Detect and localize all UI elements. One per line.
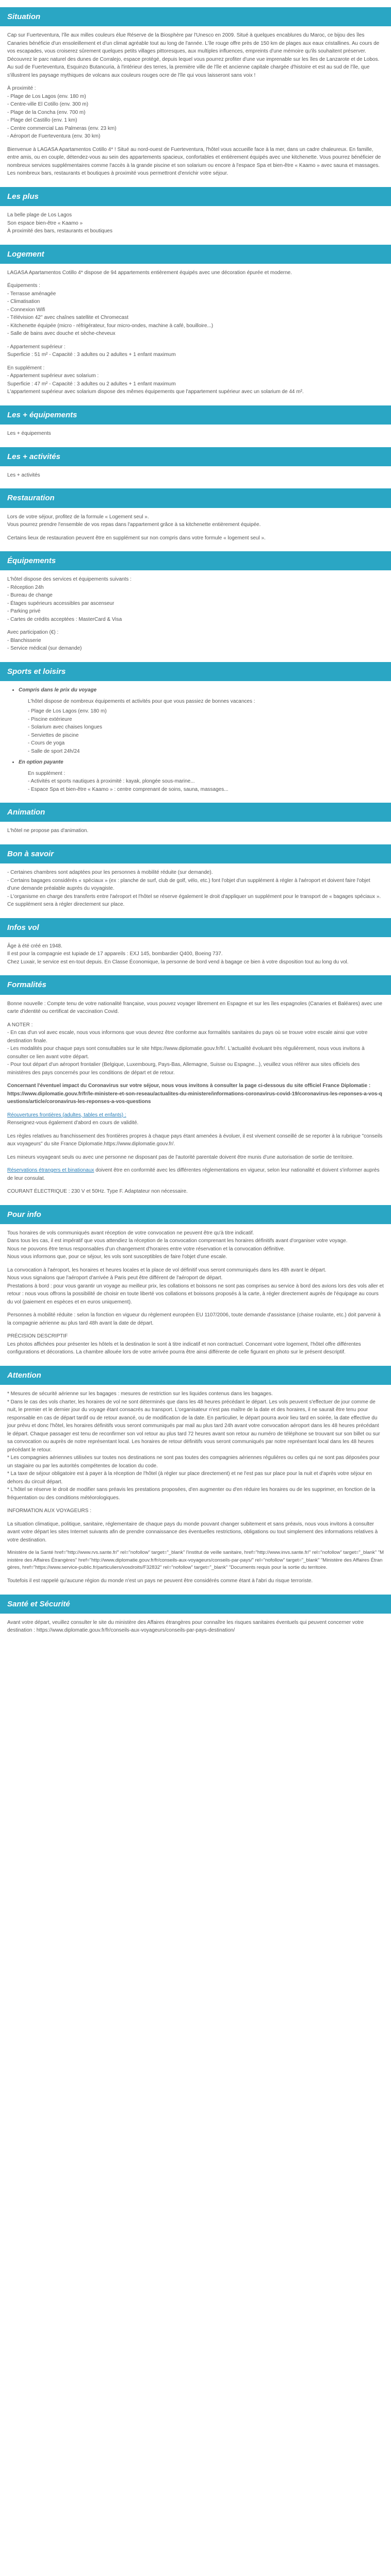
section-title-bon-a-savoir: Bon à savoir <box>0 844 391 863</box>
equipements-item: - Étages supérieurs accessibles par ascenseur <box>7 600 115 606</box>
formalites-special <box>7 1166 384 1182</box>
section-body-equipements <box>0 575 391 653</box>
formalites-special-text: doivent être en conformité avec les différentes réglementations en vigueur, selon leur nationalité et doivent s'informer auprès de leur consulat. <box>7 1167 380 1181</box>
infos-vol-para: Chez Luxair, le service est en-tout depuis. En Classe Économique, la personne de bord vend à bagage ce bien à votre disposition tout au long du vol. <box>7 959 349 965</box>
sports-free-item: - Plage de Los Lagos (env. 180 m) <box>28 707 384 716</box>
equip-item: - Climatisation <box>7 299 40 305</box>
formalites-minors-text: Les mineurs voyageant seuls ou avec une personne ne disposant pas de l'autorité parentale doivent être munis d'une autorisation de sortie de territoire. <box>7 1154 354 1160</box>
infos-vol-para: Il est pour la compagnie est Iupiade de 17 appareils : EXJ 145, bombardier Q400, Boeing 737. <box>7 951 223 957</box>
section-title-infos-vol: Infos vol <box>0 918 391 937</box>
logement-intro: LAGASA Apartamentos Cotillo 4* dispose de 94 appartements entièrement équipés avec une décoration épurée et moderne. <box>7 269 292 276</box>
formalites-covid-text: Concernant l'éventuel impact du Coronavirus sur votre séjour, nous vous invitons à consulter la page ci-dessous du site officiel France Diplomatie : <box>7 1083 371 1089</box>
sante-text: Avant votre départ, veuillez consulter le site du ministère des Affaires étrangères pour connaître les risques sanitaires éventuels qui peuvent concerner votre destination : https://www.diplomatie.gouv.fr/fr/conseils-aux-voyageurs/conseils-par-pays-destination/ <box>7 1619 364 1634</box>
sports-free-item: - Cours de yoga <box>28 739 384 748</box>
formalites-covid-link[interactable]: https://www.diplomatie.gouv.fr/fr/le-ministere-et-son-reseau/actualites-du-ministere/informations-coronavirus-covid-19/coronavirus-les-reponses-a-vos-questions/article/coronavirus-les-reponses-a-vos-questions <box>7 1091 382 1105</box>
equipements-paid-item: - Blanchisserie <box>7 637 41 643</box>
pour-info-para: Nous ne pouvons être tenus responsables d'un changement d'horaires entre votre réservation et la convocation définitive. <box>7 1246 285 1252</box>
section-body-sante <box>0 1619 391 1635</box>
proximity-item: - Aéroport de Fuerteventura (env. 30 km) <box>7 133 101 140</box>
supplement-item: - Appartement supérieur avec solarium : <box>7 373 99 379</box>
sports-free-items <box>28 707 384 755</box>
restauration-para: Vous pourrez prendre l'ensemble de vos repas dans l'appartement grâce à sa kitchenette entièrement équipée. <box>7 522 261 528</box>
section-body-plus <box>0 211 391 235</box>
section-title-activites-plus: Les + activités <box>0 447 391 466</box>
section-body-animation <box>0 827 391 835</box>
pour-info-para: Dans tous les cas, il est impératif que vous attendiez la réception de la convocation comprenant les horaires définitifs avant d'organiser votre voyage. <box>7 1238 348 1244</box>
formalites-note-item: - En cas d'un vol avec escale, nous vous informons que vous devrez être conforme aux formalités sanitaires du pays où se trouve votre escale ainsi que votre destination finale. <box>7 1030 368 1044</box>
attention-item: * Mesures de sécurité aérienne sur les bagages : mesures de restriction sur les liquides contenus dans les bagages. <box>7 1391 273 1397</box>
proximity-item: - Plage del Castillo (env. 1 km) <box>7 117 77 124</box>
pour-info-para: La convocation à l'aéroport, les horaires et heures locales et la place de vol définitif vous seront communiqués dans les 48h avant le départ. <box>7 1267 327 1273</box>
formalites-reopen-label[interactable]: Réouvertures frontières (adultes, tables et enfants) : <box>7 1112 126 1118</box>
sports-free-list <box>19 686 384 694</box>
equipements-intro: L'hôtel dispose des services et équipements suivants : <box>7 577 132 583</box>
sports-free-desc: L'hôtel dispose de nombreux équipements et activités pour que vous passiez de bonnes vacances : <box>28 698 255 704</box>
section-title-restauration: Restauration <box>0 488 391 507</box>
equipements-item: - Bureau de change <box>7 592 53 599</box>
precision-label: PRÉCISION DESCRIPTIF <box>7 1333 68 1340</box>
equip-item: - Connexion Wifi <box>7 307 45 313</box>
pour-info-para: Personnes à mobilité réduite : selon la fonction en vigueur du règlement européen EU 1107/2006, toute demande d'assistance (chaise roulante, etc.) doit parvenir à la compagnie aérienne au plus tard 48h avant la date de départ. <box>7 1312 381 1326</box>
sports-free-item: - Salle de sport 24h/24 <box>28 748 384 756</box>
equipements-paid-label: Avec participation (€) : <box>7 630 59 636</box>
supplement-label: En supplément : <box>7 365 45 371</box>
formalites-rules-text: Les règles relatives au franchissement des frontières propres à chaque pays étant amenées à évoluer, il est vivement conseillé de se reporter à la rubrique "conseils aux voyageurs" du site France Diplomatie.https://www.diplomatie.gouv.fr/. <box>7 1133 383 1147</box>
section-title-equipements-plus: Les + équipements <box>0 405 391 425</box>
section-title-animation: Animation <box>0 803 391 822</box>
formalites-note-item: - Pour tout départ d'un aéroport frontalier (Belgique, Luxembourg, Pays-Bas, Allemagne, Suisse ou Espagne...), veuillez vous référer aux sites officiels des ministères des pays concernés pour les conditions de départ et de retour. <box>7 1062 360 1076</box>
page <box>0 7 391 1645</box>
formalites-special-label[interactable]: Réservations étrangers et binationaux <box>7 1167 94 1173</box>
section-body-equipements-plus <box>0 430 391 438</box>
bon-a-savoir-item: - Certains bagages considérés « spéciaux » (ex : planche de surf, club de golf, vélo, etc.) font l'objet d'un supplément à régler à l'aéroport et doivent faire l'objet d'une demande préalable auprès du voyagiste. <box>7 877 370 891</box>
bon-a-savoir-item: - Certaines chambres sont adaptées pour les personnes à mobilité réduite (sur demande). <box>7 870 213 875</box>
pour-info-para: Prestations à bord : pour vous garantir un voyage au meilleur prix, les collations et boissons ne sont pas comprises au service à bord des avions lors des vols aller et retour : nous vous offrons la possibilité de choisir en toute liberté vos collations et boissons proposés à la carte, à régler directement auprès de l'équipage au cours du vol (paiement en espèces et en euros uniquement). <box>7 1283 384 1305</box>
supplement-item: L'appartement supérieur avec solarium dispose des mêmes équipements que l'appartement supérieur avec un solarium de 44 m². <box>7 389 304 395</box>
precision-text: Les photos affichées pour présenter les hôtels et la destination le sont à titre indicatif et non contractuel. Concernant votre logement, l'hôtel offre différentes configurations et décorations. La chambre allouée lors de votre arrivée pourra être ainsi différente de celle figurant en photo sur le présent descriptif. <box>7 1341 361 1355</box>
section-title-formalites: Formalités <box>0 975 391 994</box>
equipements-item: - Cartes de crédits acceptées : MasterCard & Visa <box>7 616 122 622</box>
section-title-plus: Les plus <box>0 187 391 206</box>
sports-paid-item: - Activités et sports nautiques à proximité : kayak, plongée sous-marine... <box>28 778 195 784</box>
standard-room-label: - Appartement supérieur : <box>7 344 66 350</box>
plus-item: La belle plage de Los Lagos <box>7 212 72 218</box>
sports-paid-intro: En supplément : <box>28 770 66 776</box>
plus-item: À proximité des bars, restaurants et boutiques <box>7 228 112 234</box>
pour-info-para: Nous vous informons que, pour ce séjour, les vols sont susceptibles de faire l'objet d'une escale. <box>7 1254 227 1260</box>
section-title-sante: Santé et Sécurité <box>0 1595 391 1614</box>
bon-a-savoir-item: - L'organisme en charge des transferts entre l'aéroport et l'hôtel se réserve également le droit d'appliquer un supplément pour le transport de « bagages spéciaux ». Ce supplément sera à régler directement sur place. <box>7 893 381 907</box>
pour-info-para: Tous horaires de vols communiqués avant réception de votre convocation ne peuvent être qu'à titre indicatif. <box>7 1230 254 1236</box>
sports-paid-item: - Espace Spa et bien-être « Kaamo » : centre comprenant de soins, sauna, massages... <box>28 786 229 792</box>
section-body-attention <box>0 1390 391 1585</box>
section-title-situation: Situation <box>0 7 391 26</box>
section-title-equipements: Équipements <box>0 551 391 570</box>
equip-item: - Télévision 42'' avec chaînes satellite et Chromecast <box>7 315 128 321</box>
equip-item: - Kitchenette équipée (micro - réfrigérateur, four micro-ondes, machine à café, bouilloire...) <box>7 323 214 329</box>
equip-item: - Terrasse aménagée <box>7 291 56 297</box>
section-body-logement <box>0 269 391 396</box>
equipements-paid-item: - Service médical (sur demande) <box>7 646 82 652</box>
pour-info-para: Nous vous signalons que l'aéroport d'arrivée à Paris peut être différent de l'aéroport de départ. <box>7 1275 223 1281</box>
attention-info-text: La situation climatique, politique, sanitaire, réglementaire de chaque pays du monde pouvant changer subitement et sans préavis, nous vous invitons à consulter avant votre départ les sites Internet suivants afin de prendre connaissance des éventuelles restrictions, obligations ou tout simplement des informations relatives à votre destination. <box>7 1521 378 1543</box>
sports-paid-list <box>19 758 384 767</box>
infos-vol-para: Âge à été créé en 1948. <box>7 943 62 949</box>
section-title-pour-info: Pour info <box>0 1205 391 1224</box>
attention-final-text: Toutefois il est rappelé qu'aucune région du monde n'est un pays ne peuvent être considérés comme étant à l'abri du risque terroriste. <box>7 1578 313 1584</box>
restauration-para: Certains lieux de restauration peuvent être en supplément sur non compris dans votre formule « logement seul ». <box>7 535 266 541</box>
sports-paid-label: En option payante <box>19 759 63 765</box>
formalites-para: Bonne nouvelle : Compte tenu de votre nationalité française, vous pouvez voyager librement en Espagne et sur les îles espagnoles (Canaries et Baléares) avec une carte d'identité ou certificat de vaccination Covid. <box>7 1001 383 1014</box>
section-body-situation <box>0 31 391 178</box>
equipements-item: - Parking privé <box>7 608 41 615</box>
section-title-logement: Logement <box>0 245 391 264</box>
supplement-item: Superficie : 47 m² - Capacité : 3 adultes ou 2 adultes + 1 enfant maximum <box>7 381 176 387</box>
restauration-para: Lors de votre séjour, profitez de la formule « Logement seul ». <box>7 514 149 520</box>
standard-room-details: Superficie : 51 m² - Capacité : 3 adultes ou 2 adultes + 1 enfant maximum <box>7 352 176 358</box>
attention-item: * L'hôtel se réserve le droit de modifier sans préavis les prestations proposées, d'en augmenter ou d'en réduire les horaires ou de les supprimer, en fonction de la fréquentation ou des conditions météorologiques. <box>7 1487 376 1501</box>
situation-intro: Cap sur Fuerteventura, l'île aux milles couleurs élue Réserve de la Biosphère par l'Unesco en 2009. Situé à quelques encablures du Maroc, ce bijou des îles Canaries bénéficie d'un ensoleillement et d'un climat agréable tout au long de l'année. L'île rouge offre près de 150 km de plages aux eaux cristallines. Au cours de vos escapades, vous croiserez sûrement quelques petits villages pittoresques, aux multiples influences, empreints d'une mémoire qu'ils souhaitent préserver. Découvrez le parc naturel des dunes de Corralejo, espace protégé, depuis lequel vous pourrez profiter d'une vue imprenable sur les îles de Lanzarote et de Lobos. Au sud de Fuerteventura, Esquinzo Butancuria, à l'intérieur des terres, la première ville de l'île et ancienne capitale chargée d'histoire et est au sud de l'île, que s'illustrent les paysage mythiques de volcans aux couleurs rouges ocre de l'île qui vous laisseront sans voix ! <box>7 32 380 78</box>
animation-text: L'hôtel ne propose pas d'animation. <box>7 828 89 834</box>
hotel-description: Bienvenue à LAGASA Apartamentos Cotillo 4* ! Situé au nord-ouest de Fuerteventura, l'hôtel vous accueille face à la mer, dans un cadre chaleureux. En famille, entre amis, ou en couple, détendez-vous au sein des appartements spacieux, confortables et entièrement équipés avec une kitchenette. Vous pourrez bénéficier de nombreux services supplémentaires comme l'accès à la grande piscine et son solarium ou encore à l'espace Spa et bien-être « Kaamo » avec sauna et massages. Les nombreux bars, restaurants et boutiques à proximité vous permettront d'enrichir votre séjour. <box>7 146 381 177</box>
attention-item: * Dans le cas des vols charter, les horaires de vol ne sont déterminés que dans les 48 heures précédant le départ. Les vols peuvent s'effectuer de jour comme de nuit, le premier et le dernier jour du voyage étant consacrés au transport. L'organisateur n'est pas maître de la date et des horaires, il ne saurait être tenu pour responsable en cas de départ tardif ou de retour avancé, ou de modification de la date. En particulier, le départ pourra avoir lieu tard en soirée, la date effective du jour prévu et donc l'hôtel, les horaires définitifs vous seront communiqués par mail au plus tard 24h avant votre convocation aéroport dans les 48 heures précédant le départ. Chaque passager est tenu de reconfirmer son vol retour au plus tard 72 heures avant son retour au numéro de téléphone se trouvant sur son billet ou sur sa convocation ou auprès de notre représentant local. Les horaires de retour définitifs vous seront communiqués par notre représentant local dans les 48 heures précédant le retour. <box>7 1399 380 1453</box>
proximity-item: - Centre-ville El Cotillo (env. 300 m) <box>7 101 89 108</box>
attention-links-text[interactable]: Ministère de la Santé href="http://www.rvs.sante.fr/" rel="nofollow" target="_blank" l'institut de veille sanitaire, href="http://www.invs.sante.fr/" rel="nofollow" target="_blank" "Ministère des Affaires Étrangères" href="http://www.diplomatie.gouv.fr/fr/conseils-aux-voyageurs/conseils-par-pays/" rel="nofollow" target="_blank" "Ministère des Affaires Étrangères, href="https://www.service-public.fr/particuliers/vosdroits/F32832" rel="nofollow" target="_blank" "Documents requis pour la sortie du territoire. <box>7 1550 384 1571</box>
equip-label: Équipements : <box>7 283 40 289</box>
section-body-pour-info <box>0 1229 391 1357</box>
section-title-attention: Attention <box>0 1366 391 1385</box>
proximity-item: - Plage de Los Lagos (env. 180 m) <box>7 93 86 99</box>
proximity-item: - Centre commercial Las Palmeras (env. 23 km) <box>7 125 117 131</box>
sports-free-item: - Serviettes de piscine <box>28 732 384 740</box>
attention-item: * La taxe de séjour obligatoire est à payer à la réception de l'hôtel (à régler sur place directement) et ne l'est pas sur place pour la nuit et d'après votre séjour en dehors du circuit départ. <box>7 1471 372 1485</box>
proximity-label: À proximité : <box>7 86 36 92</box>
formalites-reopen-text: Renseignez-vous également d'abord en cours de validité. <box>7 1120 139 1126</box>
section-body-infos-vol <box>0 942 391 967</box>
attention-item: * Les compagnies aériennes utilisées sur toutes nos destinations ne sont pas toutes des compagnies aériennes régulières ou celles qui ne sont pas déposées pour un stagiaire ou par les autorités compétentes de location du code. <box>7 1455 380 1469</box>
section-body-restauration <box>0 513 391 543</box>
section-body-activites-plus <box>0 471 391 480</box>
section-body-sports <box>0 686 391 793</box>
formalites-current-text: COURANT ÉLECTRIQUE : 230 V et 50Hz. Type F. Adaptateur non nécessaire. <box>7 1189 188 1194</box>
sports-free-item: - Solarium avec chaises longues <box>28 723 384 732</box>
sports-free-label: Compris dans le prix du voyage <box>19 687 97 693</box>
sports-free-item: - Piscine extérieure <box>28 716 384 724</box>
formalites-note-label: A NOTER : <box>7 1022 33 1028</box>
equipements-item: - Réception 24h <box>7 584 44 590</box>
section-body-formalites <box>0 1000 391 1196</box>
section-body-bon-a-savoir <box>0 869 391 909</box>
plus-item: Son espace bien-être « Kaamo » <box>7 220 83 226</box>
equip-item: - Salle de bains avec douche et sèche-cheveux <box>7 331 116 337</box>
attention-info-label: INFORMATION AUX VOYAGEURS : <box>7 1508 91 1514</box>
formalites-note-item: - Les modalités pour chaque pays sont consultables sur le site https://www.diplomatie.gouv.fr/fr/. L'actualité évoluant très régulièrement, nous vous invitons à consulter ce lien avant votre départ. <box>7 1046 365 1060</box>
equipements-plus-text: Les + équipements <box>7 431 51 436</box>
proximity-item: - Plage de la Concha (env. 700 m) <box>7 109 86 115</box>
section-title-sports: Sports et loisirs <box>0 662 391 681</box>
activites-plus-text: Les + activités <box>7 472 40 478</box>
